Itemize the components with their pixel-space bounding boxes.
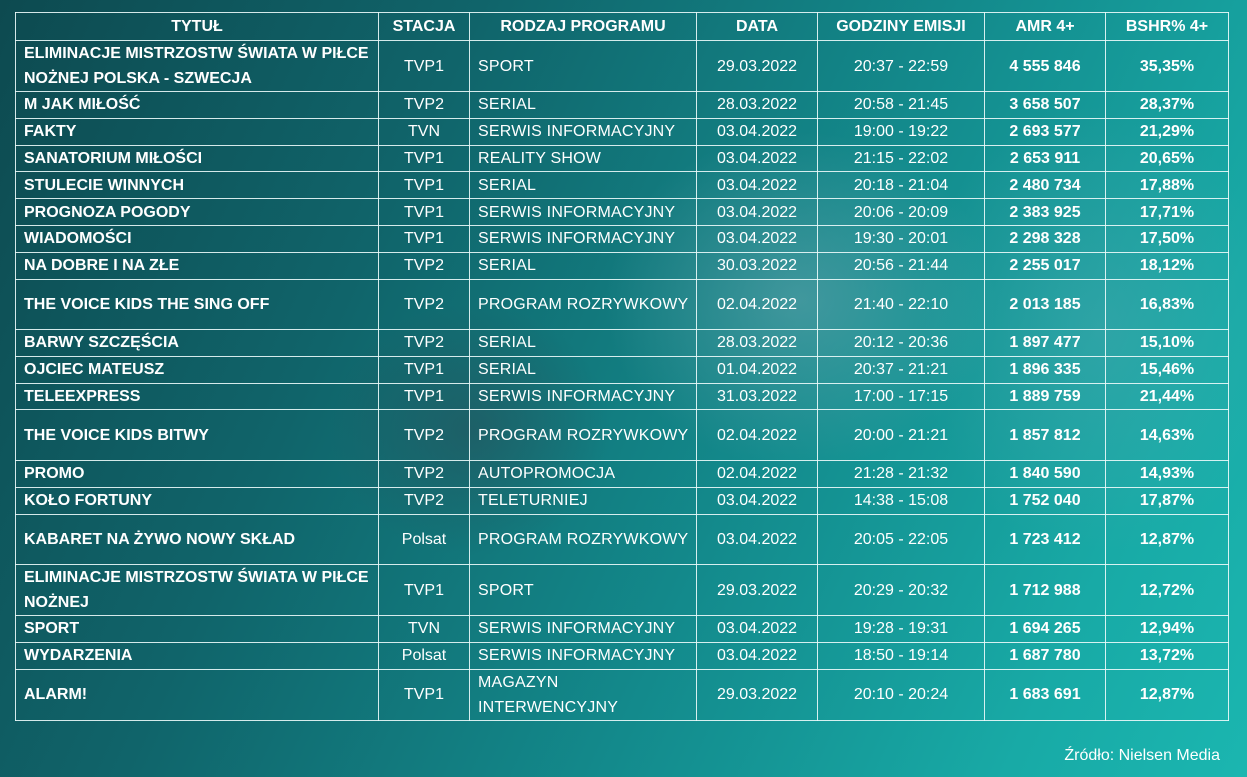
row-amr: 1 897 477: [985, 330, 1106, 357]
row-genre: AUTOPROMOCJA: [470, 460, 697, 487]
row-genre: MAGAZYN INTERWENCYJNY: [470, 669, 697, 720]
row-amr: 1 840 590: [985, 460, 1106, 487]
row-station: TVP2: [379, 410, 470, 461]
row-genre: SERWIS INFORMACYJNY: [470, 642, 697, 669]
row-amr: 1 723 412: [985, 514, 1106, 565]
row-amr: 1 694 265: [985, 616, 1106, 643]
row-share: 18,12%: [1106, 252, 1229, 279]
row-share: 14,63%: [1106, 410, 1229, 461]
table-row: [16, 279, 1229, 330]
row-hours: 20:05 - 22:05: [818, 514, 985, 565]
row-title: OJCIEC MATEUSZ: [16, 356, 379, 383]
row-date: 02.04.2022: [697, 279, 818, 330]
row-amr: 1 752 040: [985, 487, 1106, 514]
row-date: 02.04.2022: [697, 410, 818, 461]
row-genre: REALITY SHOW: [470, 145, 697, 172]
row-hours: 21:15 - 22:02: [818, 145, 985, 172]
row-share: 15,10%: [1106, 330, 1229, 357]
row-station: TVP1: [379, 172, 470, 199]
row-amr: 1 687 780: [985, 642, 1106, 669]
row-amr: 2 255 017: [985, 252, 1106, 279]
row-share: 20,65%: [1106, 145, 1229, 172]
row-station: TVP1: [379, 145, 470, 172]
header-title: TYTUŁ: [16, 13, 379, 41]
row-station: TVP1: [379, 565, 470, 616]
table-row: [16, 172, 1229, 199]
row-station: TVP2: [379, 487, 470, 514]
table-row: [16, 487, 1229, 514]
row-title: ELIMINACJE MISTRZOSTW ŚWIATA W PIŁCE NOŻNEJ: [16, 565, 379, 616]
row-hours: 20:18 - 21:04: [818, 172, 985, 199]
row-date: 30.03.2022: [697, 252, 818, 279]
header-amr: AMR 4+: [985, 13, 1106, 41]
row-amr: 1 712 988: [985, 565, 1106, 616]
row-date: 03.04.2022: [697, 145, 818, 172]
row-genre: SERWIS INFORMACYJNY: [470, 616, 697, 643]
row-genre: SERWIS INFORMACYJNY: [470, 118, 697, 145]
row-title: NA DOBRE I NA ZŁE: [16, 252, 379, 279]
row-genre: SERIAL: [470, 330, 697, 357]
row-date: 03.04.2022: [697, 199, 818, 226]
row-hours: 21:40 - 22:10: [818, 279, 985, 330]
table-row: [16, 642, 1229, 669]
table-row: [16, 118, 1229, 145]
row-share: 12,72%: [1106, 565, 1229, 616]
row-share: 35,35%: [1106, 41, 1229, 92]
row-date: 28.03.2022: [697, 92, 818, 119]
row-hours: 20:00 - 21:21: [818, 410, 985, 461]
row-genre: PROGRAM ROZRYWKOWY: [470, 279, 697, 330]
row-hours: 20:06 - 20:09: [818, 199, 985, 226]
row-date: 29.03.2022: [697, 41, 818, 92]
header-date: DATA: [697, 13, 818, 41]
row-date: 03.04.2022: [697, 642, 818, 669]
table-row: [16, 145, 1229, 172]
row-share: 13,72%: [1106, 642, 1229, 669]
row-title: FAKTY: [16, 118, 379, 145]
row-hours: 20:10 - 20:24: [818, 669, 985, 720]
row-date: 01.04.2022: [697, 356, 818, 383]
row-station: TVP1: [379, 199, 470, 226]
row-amr: 2 383 925: [985, 199, 1106, 226]
row-title: PROGNOZA POGODY: [16, 199, 379, 226]
row-title: WYDARZENIA: [16, 642, 379, 669]
table-row: [16, 252, 1229, 279]
row-hours: 21:28 - 21:32: [818, 460, 985, 487]
row-hours: 20:29 - 20:32: [818, 565, 985, 616]
table-row: [16, 356, 1229, 383]
row-amr: 2 693 577: [985, 118, 1106, 145]
row-genre: SPORT: [470, 41, 697, 92]
table-row: [16, 41, 1229, 92]
row-share: 17,87%: [1106, 487, 1229, 514]
row-amr: 1 683 691: [985, 669, 1106, 720]
table-header: [16, 13, 1229, 41]
row-hours: 14:38 - 15:08: [818, 487, 985, 514]
row-title: ALARM!: [16, 669, 379, 720]
row-station: TVN: [379, 616, 470, 643]
header-genre: RODZAJ PROGRAMU: [470, 13, 697, 41]
row-station: TVP1: [379, 225, 470, 252]
row-genre: PROGRAM ROZRYWKOWY: [470, 514, 697, 565]
row-share: 12,94%: [1106, 616, 1229, 643]
row-title: BARWY SZCZĘŚCIA: [16, 330, 379, 357]
row-amr: 2 298 328: [985, 225, 1106, 252]
table-row: [16, 514, 1229, 565]
row-title: SPORT: [16, 616, 379, 643]
row-amr: 2 480 734: [985, 172, 1106, 199]
row-hours: 20:58 - 21:45: [818, 92, 985, 119]
row-genre: SERWIS INFORMACYJNY: [470, 199, 697, 226]
row-date: 03.04.2022: [697, 487, 818, 514]
row-station: TVP2: [379, 460, 470, 487]
row-title: TELEEXPRESS: [16, 383, 379, 410]
row-date: 03.04.2022: [697, 514, 818, 565]
row-station: TVP1: [379, 356, 470, 383]
row-genre: SERIAL: [470, 252, 697, 279]
row-genre: SERIAL: [470, 172, 697, 199]
row-title: THE VOICE KIDS BITWY: [16, 410, 379, 461]
row-title: ELIMINACJE MISTRZOSTW ŚWIATA W PIŁCE NOŻNEJ POLSKA - SZWECJA: [16, 41, 379, 92]
row-hours: 20:37 - 22:59: [818, 41, 985, 92]
row-title: WIADOMOŚCI: [16, 225, 379, 252]
row-share: 12,87%: [1106, 669, 1229, 720]
row-title: KOŁO FORTUNY: [16, 487, 379, 514]
row-genre: SERWIS INFORMACYJNY: [470, 383, 697, 410]
header-row: [16, 13, 1229, 41]
row-station: TVP2: [379, 279, 470, 330]
row-hours: 17:00 - 17:15: [818, 383, 985, 410]
row-share: 15,46%: [1106, 356, 1229, 383]
row-hours: 20:12 - 20:36: [818, 330, 985, 357]
row-date: 28.03.2022: [697, 330, 818, 357]
row-station: TVP1: [379, 669, 470, 720]
row-share: 28,37%: [1106, 92, 1229, 119]
row-genre: SERIAL: [470, 356, 697, 383]
row-amr: 4 555 846: [985, 41, 1106, 92]
row-genre: SERIAL: [470, 92, 697, 119]
row-genre: SERWIS INFORMACYJNY: [470, 225, 697, 252]
row-share: 21,44%: [1106, 383, 1229, 410]
row-station: TVN: [379, 118, 470, 145]
row-station: TVP2: [379, 330, 470, 357]
table-row: [16, 92, 1229, 119]
table-row: [16, 199, 1229, 226]
row-station: TVP2: [379, 252, 470, 279]
table-row: [16, 565, 1229, 616]
row-date: 29.03.2022: [697, 669, 818, 720]
row-share: 17,50%: [1106, 225, 1229, 252]
row-title: KABARET NA ŻYWO NOWY SKŁAD: [16, 514, 379, 565]
table-body: [16, 41, 1229, 721]
table-row: [16, 669, 1229, 720]
row-genre: SPORT: [470, 565, 697, 616]
row-amr: 1 857 812: [985, 410, 1106, 461]
table-row: [16, 330, 1229, 357]
row-amr: 1 896 335: [985, 356, 1106, 383]
row-hours: 18:50 - 19:14: [818, 642, 985, 669]
row-station: Polsat: [379, 514, 470, 565]
row-date: 02.04.2022: [697, 460, 818, 487]
table-row: [16, 460, 1229, 487]
row-share: 17,88%: [1106, 172, 1229, 199]
row-hours: 20:56 - 21:44: [818, 252, 985, 279]
table-row: [16, 225, 1229, 252]
row-share: 16,83%: [1106, 279, 1229, 330]
row-share: 12,87%: [1106, 514, 1229, 565]
ratings-table: [15, 12, 1229, 721]
table-row: [16, 410, 1229, 461]
row-genre: PROGRAM ROZRYWKOWY: [470, 410, 697, 461]
row-date: 29.03.2022: [697, 565, 818, 616]
row-station: TVP1: [379, 383, 470, 410]
row-amr: 2 653 911: [985, 145, 1106, 172]
row-date: 03.04.2022: [697, 172, 818, 199]
header-hours: GODZINY EMISJI: [818, 13, 985, 41]
table-row: [16, 616, 1229, 643]
row-title: PROMO: [16, 460, 379, 487]
row-share: 14,93%: [1106, 460, 1229, 487]
row-title: THE VOICE KIDS THE SING OFF: [16, 279, 379, 330]
row-date: 03.04.2022: [697, 616, 818, 643]
row-date: 31.03.2022: [697, 383, 818, 410]
header-station: STACJA: [379, 13, 470, 41]
row-hours: 19:28 - 19:31: [818, 616, 985, 643]
row-station: Polsat: [379, 642, 470, 669]
row-share: 21,29%: [1106, 118, 1229, 145]
table-row: [16, 383, 1229, 410]
row-share: 17,71%: [1106, 199, 1229, 226]
row-hours: 20:37 - 21:21: [818, 356, 985, 383]
row-date: 03.04.2022: [697, 225, 818, 252]
row-hours: 19:00 - 19:22: [818, 118, 985, 145]
row-hours: 19:30 - 20:01: [818, 225, 985, 252]
row-title: SANATORIUM MIŁOŚCI: [16, 145, 379, 172]
row-title: STULECIE WINNYCH: [16, 172, 379, 199]
source-note: Źródło: Nielsen Media: [1064, 747, 1220, 764]
row-amr: 1 889 759: [985, 383, 1106, 410]
row-amr: 2 013 185: [985, 279, 1106, 330]
row-station: TVP1: [379, 41, 470, 92]
row-genre: TELETURNIEJ: [470, 487, 697, 514]
header-share: BSHR% 4+: [1106, 13, 1229, 41]
row-station: TVP2: [379, 92, 470, 119]
row-date: 03.04.2022: [697, 118, 818, 145]
ratings-table-container: [15, 12, 1228, 721]
row-amr: 3 658 507: [985, 92, 1106, 119]
row-title: M JAK MIŁOŚĆ: [16, 92, 379, 119]
